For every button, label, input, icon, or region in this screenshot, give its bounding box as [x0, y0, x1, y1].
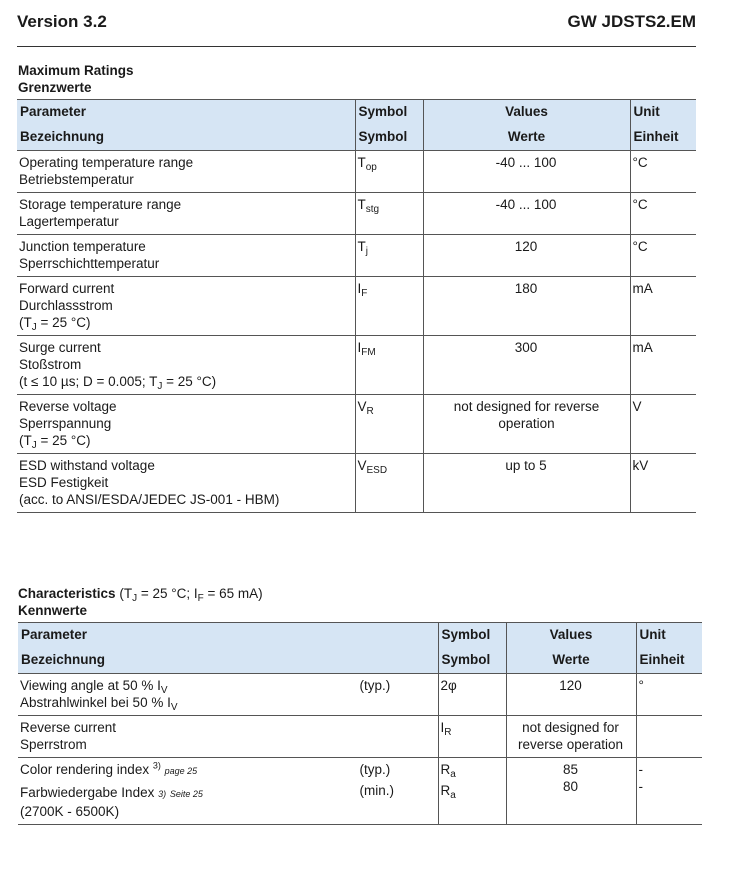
symbol-cell: $I_F$: [355, 277, 423, 336]
symbol-cell: $T_{stg}$: [355, 193, 423, 235]
unit-cell: kV: [630, 454, 696, 513]
table-row: [18, 716, 702, 758]
symbol-cell: $T_j$: [355, 235, 423, 277]
version-label: Version 3.2: [17, 12, 107, 31]
symbol-cell: $I_R$: [438, 716, 506, 758]
parameter-cell: Viewing angle at 50 % $I_V$ Abstrahlwinkel bei 50 % $I_V$ (typ.): [18, 674, 438, 716]
col-symbol-de: Symbol: [438, 648, 506, 674]
product-code: GW JDSTS2.EM: [567, 12, 696, 31]
value-cell: -40 ... 100: [423, 193, 630, 235]
unit-cell: mA: [630, 336, 696, 395]
col-unit-de: Einheit: [630, 125, 696, 151]
value-cell: not designed for reverse operation: [423, 395, 630, 454]
unit-cell: °C: [630, 235, 696, 277]
col-values-de: Werte: [506, 648, 636, 674]
characteristics-table: [18, 622, 702, 825]
table-row: [17, 193, 696, 235]
table-row: [17, 277, 696, 336]
col-parameter: Parameter: [18, 623, 438, 649]
parameter-cell: Reverse current Sperrstrom: [18, 716, 438, 758]
col-unit-de: Einheit: [636, 648, 702, 674]
unit-cell: °C: [630, 193, 696, 235]
col-values: Values: [506, 623, 636, 649]
page-header: [17, 12, 696, 47]
col-symbol: Symbol: [438, 623, 506, 649]
col-symbol-de: Symbol: [355, 125, 423, 151]
unit-cell: °C: [630, 151, 696, 193]
table-row: [17, 151, 696, 193]
value-cell: 85 80: [506, 758, 636, 825]
symbol-cell: $R_a$ $R_a$: [438, 758, 506, 825]
unit-cell: V: [630, 395, 696, 454]
ratings-title: Maximum Ratings Grenzwerte: [18, 63, 134, 95]
value-cell: up to 5: [423, 454, 630, 513]
parameter-cell: Storage temperature range Lagertemperatur: [17, 193, 355, 235]
symbol-cell: 2φ: [438, 674, 506, 716]
parameter-cell: Operating temperature range Betriebstemperatur: [17, 151, 355, 193]
table-row: [17, 336, 696, 395]
col-values: Values: [423, 100, 630, 126]
value-cell: 120: [423, 235, 630, 277]
parameter-cell: Surge current Stoßstrom (t ≤ 10 µs; D = 0.005; $T_J = 25$ °C): [17, 336, 355, 395]
value-cell: 120: [506, 674, 636, 716]
col-parameter: Parameter: [17, 100, 355, 126]
unit-cell: - -: [636, 758, 702, 825]
symbol-cell: $I_{FM}$: [355, 336, 423, 395]
table-row: [17, 395, 696, 454]
parameter-cell: Reverse voltage Sperrspannung ($T_J = 25$ °C): [17, 395, 355, 454]
table-row: [17, 454, 696, 513]
parameter-cell: Junction temperature Sperrschichttemperatur: [17, 235, 355, 277]
unit-cell: [636, 716, 702, 758]
col-symbol: Symbol: [355, 100, 423, 126]
symbol-cell: $T_{op}$: [355, 151, 423, 193]
symbol-cell: $V_{ESD}$: [355, 454, 423, 513]
value-cell: 180: [423, 277, 630, 336]
parameter-cell: ESD withstand voltage ESD Festigkeit (acc. to ANSI/ESDA/JEDEC JS-001 - HBM): [17, 454, 355, 513]
value-cell: -40 ... 100: [423, 151, 630, 193]
col-unit: Unit: [630, 100, 696, 126]
maximum-ratings-table: [17, 99, 696, 513]
unit-cell: mA: [630, 277, 696, 336]
table-row: [17, 235, 696, 277]
value-cell: not designed for reverse operation: [506, 716, 636, 758]
characteristics-title: Characteristics ($T_J = 25$ °C; $I_F = 65$ mA) Kennwerte: [18, 586, 263, 618]
value-cell: 300: [423, 336, 630, 395]
table-row: [18, 674, 702, 716]
unit-cell: °: [636, 674, 702, 716]
table-row: [18, 758, 702, 825]
parameter-cell: Forward current Durchlassstrom ($T_J = 25$ °C): [17, 277, 355, 336]
parameter-cell: Color rendering index $^{3)}$ page 25 Farbwiedergabe Index 3) Seite 25 (2700K - 6500K) (typ.) (min.): [18, 758, 438, 825]
col-parameter-de: Bezeichnung: [18, 648, 438, 674]
col-parameter-de: Bezeichnung: [17, 125, 355, 151]
col-values-de: Werte: [423, 125, 630, 151]
symbol-cell: $V_R$: [355, 395, 423, 454]
col-unit: Unit: [636, 623, 702, 649]
